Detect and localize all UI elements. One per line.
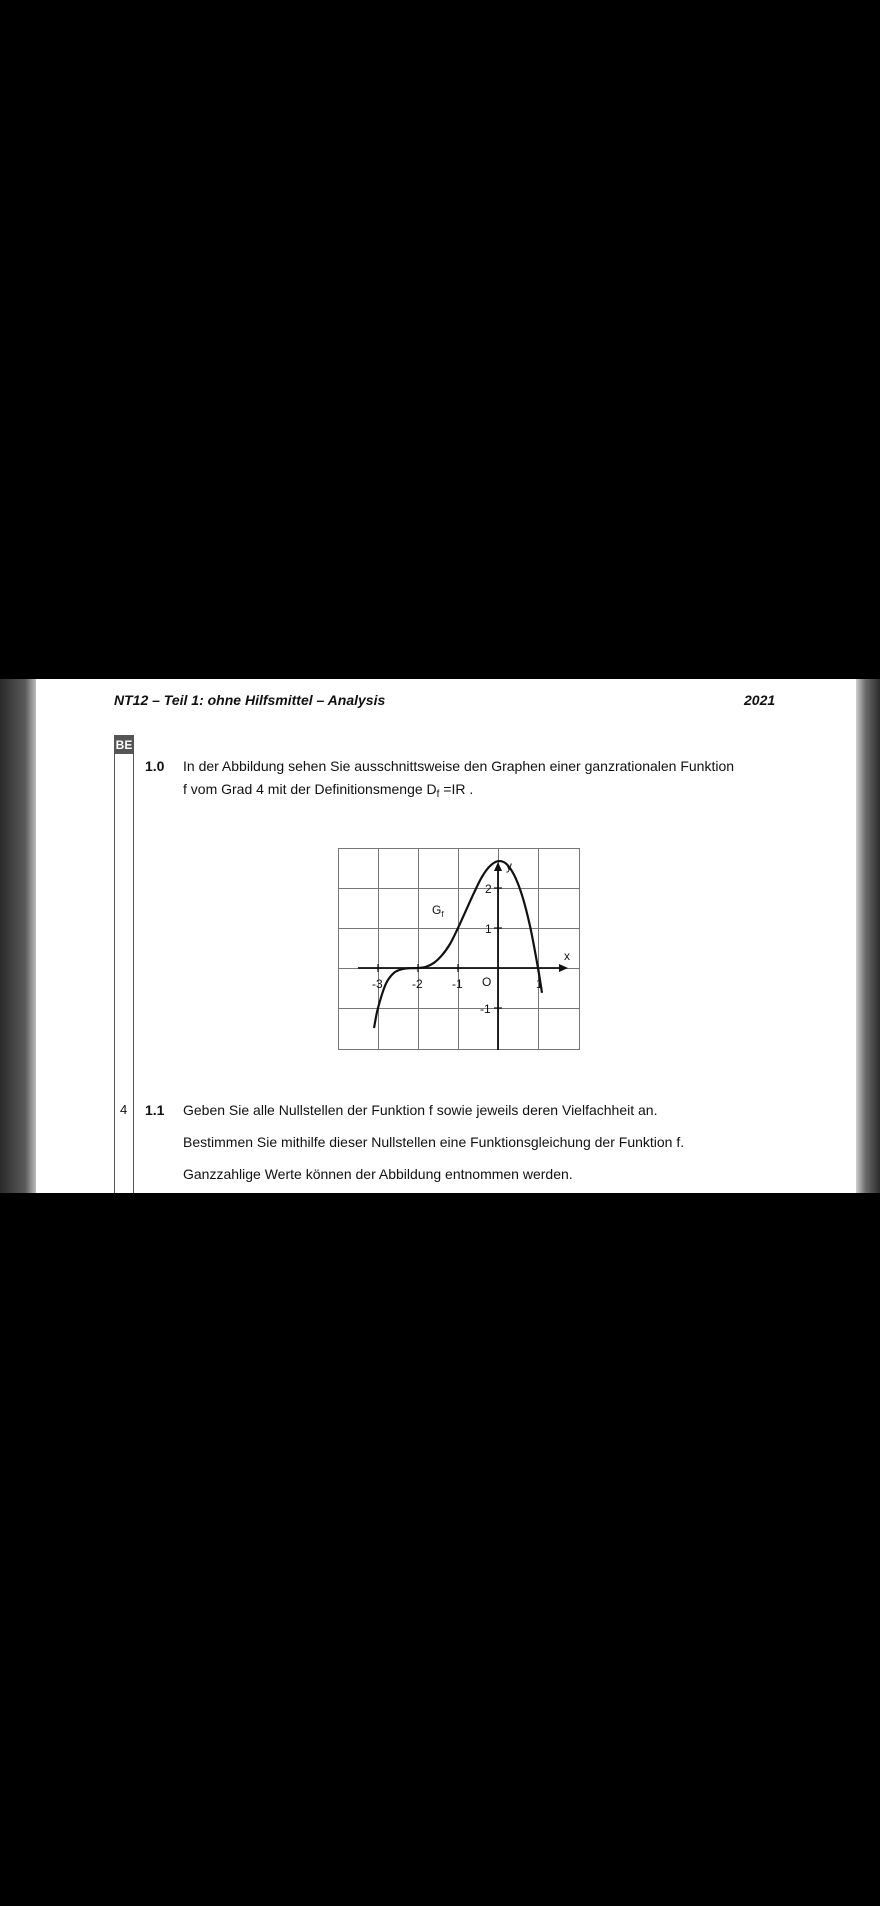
page-shadow-left: [0, 679, 36, 1193]
task-1-0-line1: In der Abbildung sehen Sie ausschnittsweise den Graphen einer ganzrationalen Funktion: [183, 758, 735, 774]
y-tick-label: -1: [480, 1002, 491, 1016]
task-1-0-line2-suffix: =IR .: [439, 781, 474, 797]
y-tick-label: 1: [485, 922, 492, 936]
x-tick-label: -2: [412, 977, 423, 991]
x-axis-arrow-icon: [559, 964, 568, 972]
x-tick-label: -1: [452, 977, 463, 991]
curve-label: [432, 903, 444, 919]
x-axis-label: x: [564, 949, 570, 963]
be-label: BE: [114, 735, 134, 754]
graph-grid: [338, 848, 580, 1050]
page-shadow-right: [856, 679, 880, 1193]
task-1-0-number: 1.0: [145, 758, 165, 774]
y-axis-label: y: [506, 859, 512, 873]
curve-label-main: G: [432, 903, 442, 917]
task-1-1-number: 1.1: [145, 1102, 165, 1118]
task-1-0-line2: [183, 777, 473, 804]
origin-label: O: [482, 975, 492, 989]
header-title: NT12 – Teil 1: ohne Hilfsmittel – Analysis: [114, 692, 386, 708]
task-1-1-be: 4: [120, 1102, 128, 1117]
x-tick-label: -3: [372, 977, 383, 991]
be-column: [114, 735, 134, 1193]
x-tick-label: 1: [536, 977, 543, 991]
task-1-1-line3: Ganzzahlige Werte können der Abbildung entnommen werden.: [183, 1166, 573, 1182]
header-year: 2021: [744, 692, 776, 708]
curve-label-sub: f: [441, 910, 444, 919]
task-1-0-line2-prefix: f vom Grad 4 mit der Definitionsmenge D: [183, 781, 437, 797]
task-1-1-line1: Geben Sie alle Nullstellen der Funktion f sowie jeweils deren Vielfachheit an.: [183, 1102, 658, 1118]
y-tick-label: 2: [485, 882, 492, 896]
task-1-1-line2: Bestimmen Sie mithilfe dieser Nullstellen eine Funktionsgleichung der Funktion f.: [183, 1134, 685, 1150]
function-graph: [338, 848, 580, 1050]
task-1-0-line2-sub: f: [436, 789, 440, 800]
document-page: [36, 679, 856, 1193]
